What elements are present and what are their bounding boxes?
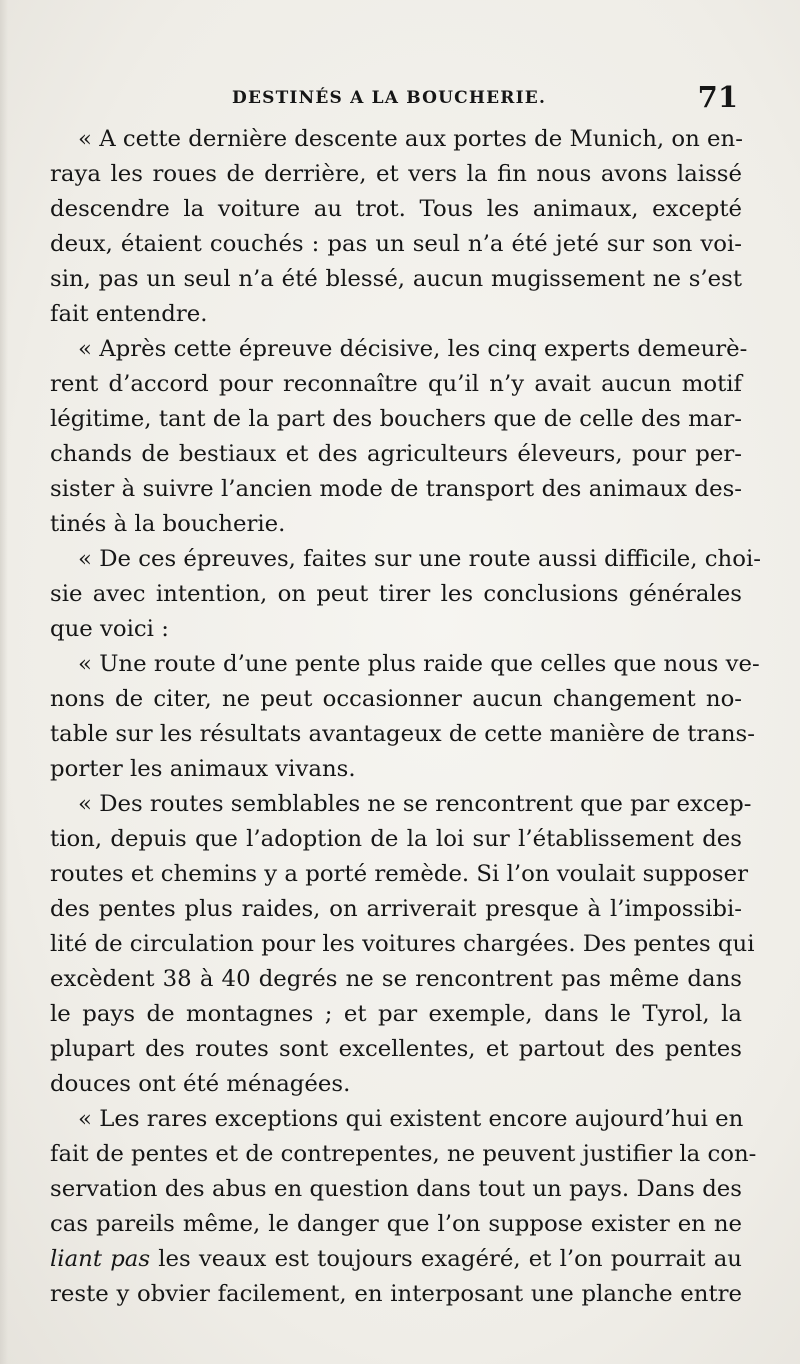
text-line: rent d’accord pour reconnaître qu’il n’y avait aucun motif	[50, 371, 742, 397]
text-line: sie avec intention, on peut tirer les conclusions générales	[50, 581, 742, 607]
text-line: raya les roues de derrière, et vers la fin nous avons laissé	[50, 161, 742, 187]
text-line: « De ces épreuves, faites sur une route aussi difficile, choi-	[78, 546, 761, 572]
text-line: « A cette dernière descente aux portes de Munich, on en-	[78, 126, 743, 152]
italic-phrase: liant pas	[50, 1246, 151, 1272]
text-line: douces ont été ménagées.	[50, 1071, 351, 1097]
page-edge-shadow	[0, 0, 8, 1364]
text-line: nons de citer, ne peut occasionner aucun changement no-	[50, 686, 742, 712]
text-line: descendre la voiture au trot. Tous les animaux, excepté	[50, 196, 742, 222]
text-line: deux, étaient couchés : pas un seul n’a été jeté sur son voi-	[50, 231, 742, 257]
text-line: légitime, tant de la part des bouchers que de celle des mar-	[50, 406, 742, 432]
text-line: fait entendre.	[50, 301, 208, 327]
text-line: tion, depuis que l’adoption de la loi sur l’établissement des	[50, 826, 742, 852]
text-line: « Après cette épreuve décisive, les cinq experts demeurè-	[78, 336, 748, 362]
text-line	[50, 1242, 742, 1277]
text-line: lité de circulation pour les voitures chargées. Des pentes qui	[50, 931, 755, 957]
text-line: des pentes plus raides, on arriverait presque à l’impossibi-	[50, 896, 742, 922]
text-line: « Une route d’une pente plus raide que celles que nous ve-	[78, 651, 760, 677]
text-line: que voici :	[50, 616, 169, 642]
page-header	[50, 80, 740, 116]
running-head: DESTINÉS A LA BOUCHERIE.	[232, 88, 547, 108]
text-line: « Des routes semblables ne se rencontrent que par excep-	[78, 791, 752, 817]
text-line: porter les animaux vivans.	[50, 756, 356, 782]
text-line: fait de pentes et de contrepentes, ne peuvent justifier la con-	[50, 1141, 757, 1167]
text-line: le pays de montagnes ; et par exemple, dans le Tyrol, la	[50, 1001, 742, 1027]
text-line: chands de bestiaux et des agriculteurs éleveurs, pour per-	[50, 441, 742, 467]
text-line: servation des abus en question dans tout un pays. Dans des	[50, 1176, 742, 1202]
text-line: tinés à la boucherie.	[50, 511, 286, 537]
text-line: « Les rares exceptions qui existent encore aujourd’hui en	[78, 1106, 744, 1132]
body-text	[50, 122, 761, 1312]
text-line: reste y obvier facilement, en interposant une planche entre	[50, 1281, 742, 1307]
text-line: excèdent 38 à 40 degrés ne se rencontrent pas même dans	[50, 966, 742, 992]
text-line: table sur les résultats avantageux de cette manière de trans-	[50, 721, 755, 747]
page-number: 71	[697, 80, 738, 114]
text-line: routes et chemins y a porté remède. Si l’on voulait supposer	[50, 861, 749, 887]
text-line: cas pareils même, le danger que l’on suppose exister en ne	[50, 1211, 742, 1237]
text-line: sister à suivre l’ancien mode de transport des animaux des-	[50, 476, 742, 502]
text-line: plupart des routes sont excellentes, et partout des pentes	[50, 1036, 742, 1062]
text-line: sin, pas un seul n’a été blessé, aucun mugissement ne s’est	[50, 266, 742, 292]
text-segment: les veaux est toujours exagéré, et l’on pourrait au	[150, 1246, 742, 1272]
